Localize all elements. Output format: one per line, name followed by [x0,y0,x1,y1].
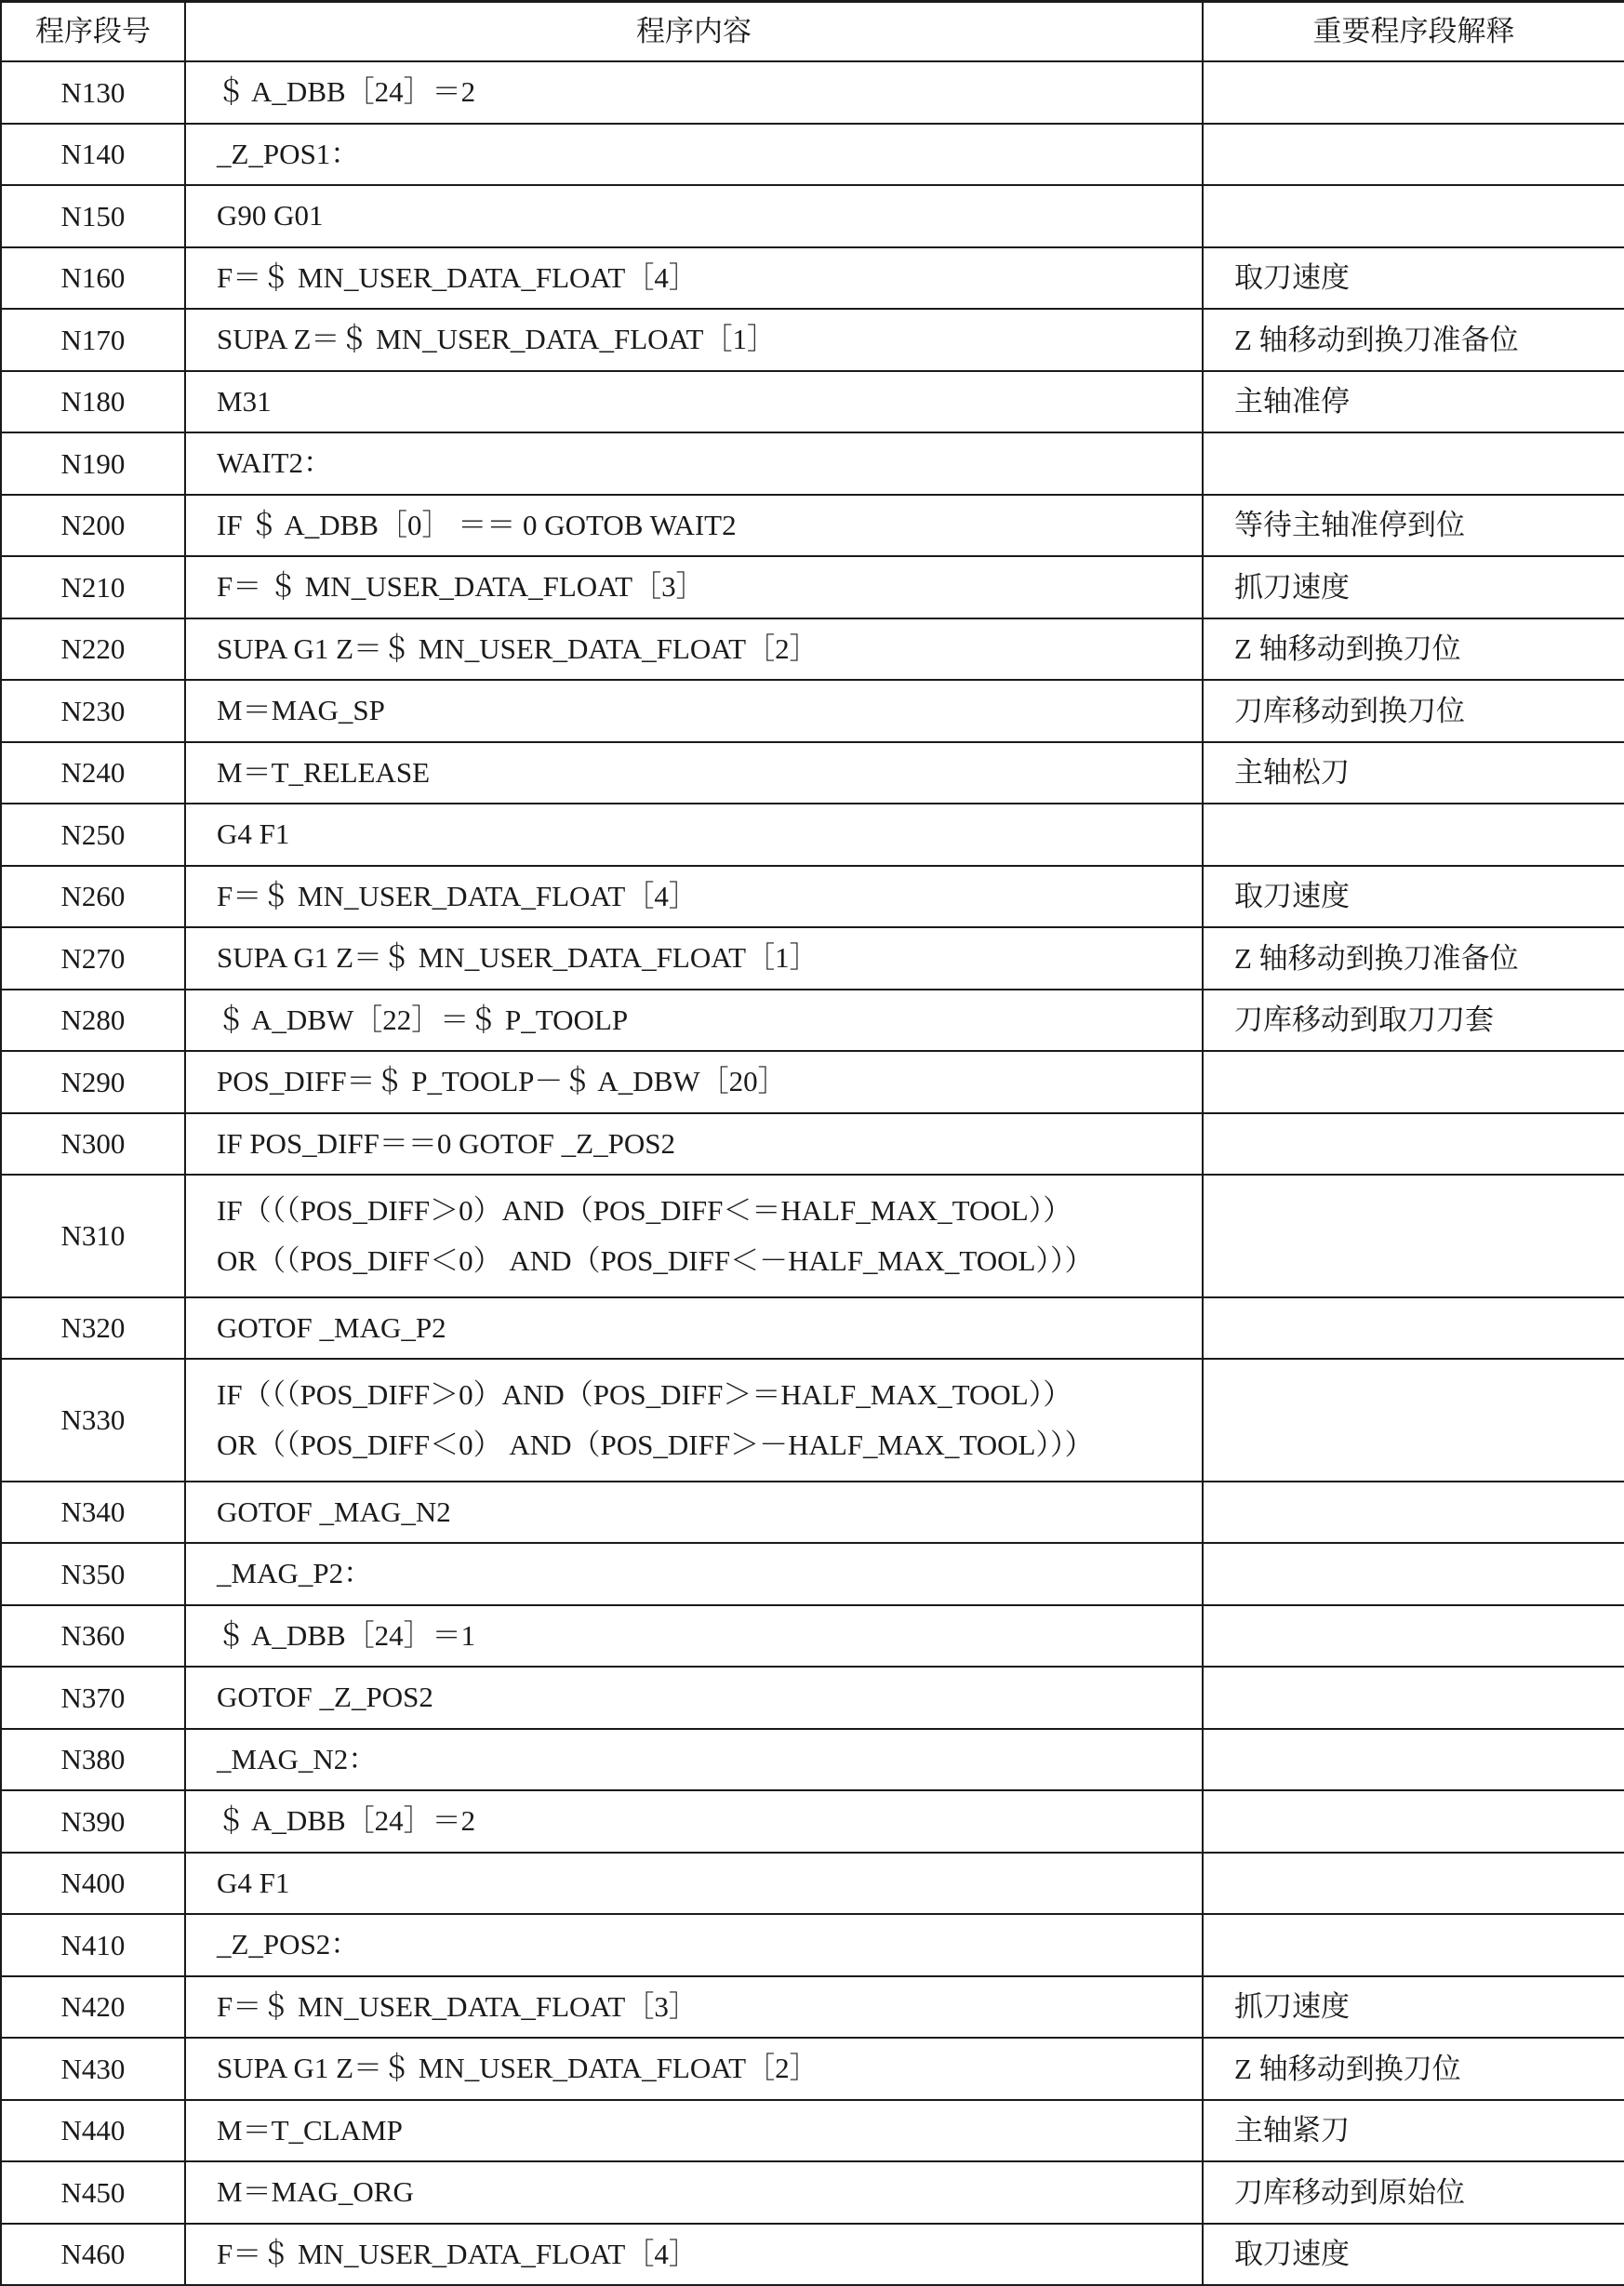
block-number-cell: N350 [1,1543,185,1605]
table-row [1,2224,1624,2286]
explanation-cell: 主轴紧刀 [1203,2100,1624,2162]
block-number-cell: N390 [1,1790,185,1853]
explanation-cell: 抓刀速度 [1203,1976,1624,2039]
block-number-cell: N340 [1,1482,185,1544]
program-line: SUPA Z＝＄ MN_USER_DATA_FLOAT［1］ [217,323,776,356]
explanation-cell: Z 轴移动到换刀位 [1203,618,1624,681]
table-row [1,432,1624,495]
block-number-cell: N450 [1,2161,185,2224]
explanation-cell: 取刀速度 [1203,2224,1624,2286]
program-content-cell [185,1853,1203,1915]
block-number-cell: N300 [1,1113,185,1176]
program-content-cell [185,2224,1203,2286]
block-number-cell: N180 [1,371,185,433]
table-row [1,556,1624,618]
program-line: SUPA G1 Z＝＄ MN_USER_DATA_FLOAT［1］ [217,941,819,975]
table-row [1,742,1624,804]
block-number-cell: N220 [1,618,185,681]
table-row [1,185,1624,247]
table-row [1,1605,1624,1668]
block-number-cell: N140 [1,124,185,186]
program-line: G4 F1 [217,817,290,851]
program-line: WAIT2： [217,446,332,480]
program-line: SUPA G1 Z＝＄ MN_USER_DATA_FLOAT［2］ [217,631,819,665]
program-line: _Z_POS2： [217,1928,360,1961]
program-content-cell [185,309,1203,371]
program-line: M＝T_CLAMP [217,2113,403,2146]
program-line: SUPA G1 Z＝＄ MN_USER_DATA_FLOAT［2］ [217,2052,819,2085]
explanation-cell: 取刀速度 [1203,866,1624,928]
table-row [1,1543,1624,1605]
table-row [1,1976,1624,2039]
header-block-number: 程序段号 [1,2,185,62]
block-number-cell: N310 [1,1175,185,1297]
program-line: ＄ A_DBW［22］＝＄ P_TOOLP [217,1003,629,1036]
explanation-cell [1203,61,1624,124]
program-line: F＝ ＄ MN_USER_DATA_FLOAT［3］ [217,570,705,604]
program-line: GOTOF _Z_POS2 [217,1681,433,1714]
explanation-cell [1203,1113,1624,1176]
program-content-cell [185,680,1203,742]
program-line: GOTOF _MAG_N2 [217,1495,451,1528]
table-body [1,61,1624,2285]
program-content-cell [185,1667,1203,1729]
program-line: M＝T_RELEASE [217,755,431,789]
table-header [1,2,1624,62]
explanation-cell [1203,1605,1624,1668]
explanation-cell [1203,1482,1624,1544]
block-number-cell: N460 [1,2224,185,2286]
program-content-cell [185,1914,1203,1976]
block-number-cell: N290 [1,1051,185,1113]
block-number-cell: N200 [1,495,185,557]
program-content-cell [185,2161,1203,2224]
table-row [1,61,1624,124]
table-row [1,1297,1624,1360]
block-number-cell: N260 [1,866,185,928]
program-line: F＝＄ MN_USER_DATA_FLOAT［4］ [217,879,698,912]
explanation-cell [1203,1175,1624,1297]
program-content-cell [185,742,1203,804]
block-number-cell: N130 [1,61,185,124]
table-row [1,1729,1624,1791]
table-row [1,2161,1624,2224]
program-content-cell [185,495,1203,557]
program-line: IF（（（POS_DIFF＞0）AND（POS_DIFF＜＝HALF_MAX_TOOL）） [217,1193,1072,1227]
block-number-cell: N160 [1,247,185,310]
block-number-cell: N190 [1,432,185,495]
header-program-content: 程序内容 [185,2,1203,62]
table-row [1,1359,1624,1482]
program-line: ＄ A_DBB［24］＝1 [217,1618,476,1652]
program-line: F＝＄ MN_USER_DATA_FLOAT［4］ [217,2237,698,2270]
table-row [1,804,1624,866]
explanation-cell: 刀库移动到换刀位 [1203,680,1624,742]
program-line: M31 [217,384,272,418]
explanation-cell [1203,1667,1624,1729]
block-number-cell: N420 [1,1976,185,2039]
program-content-cell [185,1482,1203,1544]
explanation-cell [1203,185,1624,247]
program-content-cell [185,2100,1203,2162]
program-content-cell [185,618,1203,681]
program-content-cell [185,1175,1203,1297]
program-line: F＝＄ MN_USER_DATA_FLOAT［3］ [217,1989,698,2023]
table-row [1,2100,1624,2162]
program-content-cell [185,1543,1203,1605]
program-line: ＄ A_DBB［24］＝2 [217,1804,476,1838]
program-content-cell [185,804,1203,866]
table-row [1,1790,1624,1853]
program-line: F＝＄ MN_USER_DATA_FLOAT［4］ [217,260,698,294]
block-number-cell: N230 [1,680,185,742]
explanation-cell [1203,1543,1624,1605]
program-line: _MAG_N2： [217,1742,378,1775]
block-number-cell: N400 [1,1853,185,1915]
block-number-cell: N410 [1,1914,185,1976]
program-content-cell [185,124,1203,186]
program-line: M＝MAG_ORG [217,2175,414,2209]
explanation-cell [1203,1729,1624,1791]
explanation-cell [1203,432,1624,495]
table-row [1,866,1624,928]
table-row [1,247,1624,310]
block-number-cell: N170 [1,309,185,371]
explanation-cell: 等待主轴准停到位 [1203,495,1624,557]
table-row [1,309,1624,371]
program-content-cell [185,1790,1203,1853]
program-content-cell [185,432,1203,495]
explanation-cell: 主轴松刀 [1203,742,1624,804]
block-number-cell: N320 [1,1297,185,1360]
table-row [1,124,1624,186]
explanation-cell [1203,1297,1624,1360]
program-line: OR（（POS_DIFF＜0） AND（POS_DIFF＞－HALF_MAX_TOOL））） [217,1428,1094,1461]
program-line: IF POS_DIFF＝＝0 GOTOF _Z_POS2 [217,1126,675,1160]
program-line: ＄ A_DBB［24］＝2 [217,75,476,109]
explanation-cell: Z 轴移动到换刀准备位 [1203,309,1624,371]
explanation-cell [1203,1914,1624,1976]
header-explanation: 重要程序段解释 [1203,2,1624,62]
block-number-cell: N250 [1,804,185,866]
table-row [1,1051,1624,1113]
program-line: OR（（POS_DIFF＜0） AND（POS_DIFF＜－HALF_MAX_TOOL））） [217,1243,1094,1277]
explanation-cell [1203,1790,1624,1853]
table-row [1,1667,1624,1729]
block-number-cell: N240 [1,742,185,804]
table-row [1,371,1624,433]
program-content-cell [185,371,1203,433]
table-row [1,680,1624,742]
program-content-cell [185,1359,1203,1482]
program-content-cell [185,1051,1203,1113]
block-number-cell: N210 [1,556,185,618]
explanation-cell: 刀库移动到原始位 [1203,2161,1624,2224]
explanation-cell: 取刀速度 [1203,247,1624,310]
program-content-cell [185,866,1203,928]
explanation-cell: 抓刀速度 [1203,556,1624,618]
table-row [1,618,1624,681]
block-number-cell: N440 [1,2100,185,2162]
program-content-cell [185,247,1203,310]
program-content-cell [185,1297,1203,1360]
block-number-cell: N150 [1,185,185,247]
explanation-cell: Z 轴移动到换刀位 [1203,2038,1624,2100]
block-number-cell: N370 [1,1667,185,1729]
block-number-cell: N430 [1,2038,185,2100]
program-content-cell [185,556,1203,618]
table-row [1,1914,1624,1976]
explanation-cell [1203,124,1624,186]
explanation-cell: 刀库移动到取刀刀套 [1203,990,1624,1052]
table-row [1,990,1624,1052]
header-row [1,2,1624,62]
program-content-cell [185,927,1203,990]
table-row [1,1482,1624,1544]
program-content-cell [185,1113,1203,1176]
program-line: POS_DIFF＝＄ P_TOOLP－＄ A_DBW［20］ [217,1065,787,1098]
program-line: G4 F1 [217,1866,290,1899]
table-row [1,927,1624,990]
program-content-cell [185,61,1203,124]
block-number-cell: N380 [1,1729,185,1791]
program-content-cell [185,1605,1203,1668]
block-number-cell: N330 [1,1359,185,1482]
program-content-cell [185,1729,1203,1791]
program-line: _Z_POS1： [217,137,360,170]
program-content-cell [185,990,1203,1052]
program-line: IF（（（POS_DIFF＞0）AND（POS_DIFF＞＝HALF_MAX_TOOL）） [217,1377,1072,1411]
program-line: M＝MAG_SP [217,694,385,727]
program-content-cell [185,185,1203,247]
explanation-cell [1203,1853,1624,1915]
program-line: IF ＄ A_DBB［0］ ＝＝ 0 GOTOB WAIT2 [217,508,737,541]
explanation-cell [1203,804,1624,866]
program-content-cell [185,2038,1203,2100]
program-line: GOTOF _MAG_P2 [217,1310,446,1344]
block-number-cell: N360 [1,1605,185,1668]
block-number-cell: N270 [1,927,185,990]
block-number-cell: N280 [1,990,185,1052]
explanation-cell: Z 轴移动到换刀准备位 [1203,927,1624,990]
explanation-cell [1203,1359,1624,1482]
table-row [1,1853,1624,1915]
table-row [1,495,1624,557]
program-line: G90 G01 [217,199,324,233]
table-row [1,1175,1624,1297]
explanation-cell: 主轴准停 [1203,371,1624,433]
table-row [1,1113,1624,1176]
explanation-cell [1203,1051,1624,1113]
program-line: _MAG_P2： [217,1557,373,1590]
table-row [1,2038,1624,2100]
program-content-cell [185,1976,1203,2039]
